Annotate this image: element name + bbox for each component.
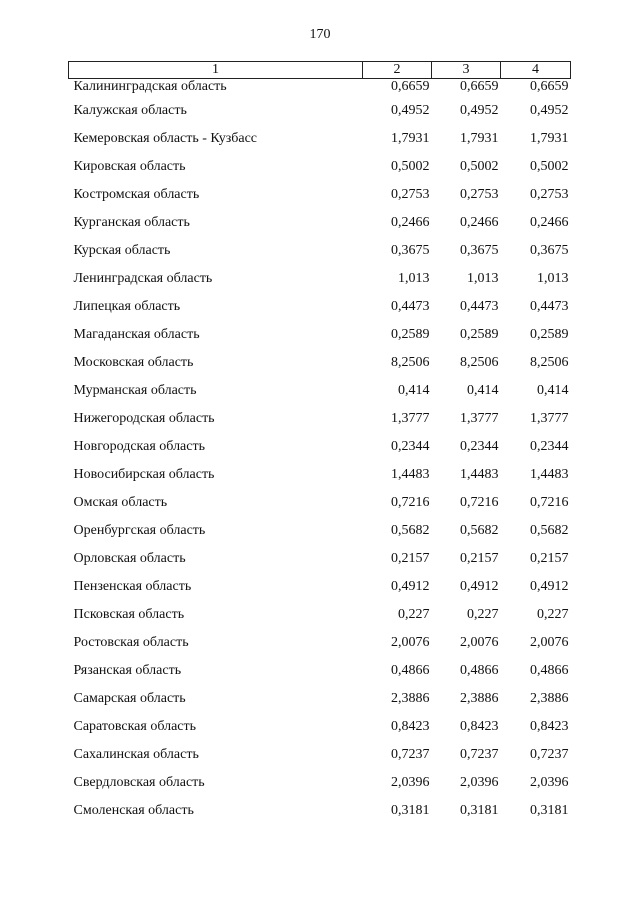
value-col4-cell: 0,4473 [530, 299, 569, 314]
column-header-3: 3 [432, 62, 501, 79]
region-name-cell: Кемеровская область - Кузбасс [73, 131, 258, 146]
value-col3-cell: 0,5002 [460, 159, 499, 174]
value-col3-cell: 8,2506 [460, 355, 499, 370]
region-name-cell: Пензенская область [73, 579, 192, 594]
value-col3-cell: 2,0396 [460, 775, 499, 790]
value-col2-cell: 1,4483 [391, 467, 430, 482]
region-name-cell: Рязанская область [73, 663, 182, 678]
region-name-cell: Ленинградская область [73, 271, 213, 286]
value-col4-cell: 0,2589 [530, 327, 569, 342]
value-col3-cell: 0,2589 [460, 327, 499, 342]
table-row [69, 769, 571, 797]
table-row [69, 97, 571, 125]
value-col4-cell: 0,7216 [530, 495, 569, 510]
column-header-4: 4 [501, 62, 571, 79]
table-row [69, 657, 571, 685]
region-name-cell: Ростовская область [73, 635, 189, 650]
value-col3-cell: 0,8423 [460, 719, 499, 734]
region-name-cell: Смоленская область [73, 803, 194, 818]
table-row [69, 741, 571, 769]
region-name-cell: Самарская область [73, 691, 186, 706]
value-col4-cell: 2,0076 [530, 635, 569, 650]
value-col2-cell: 1,7931 [391, 131, 430, 146]
region-name-cell: Калужская область [73, 103, 187, 118]
table-row [69, 685, 571, 713]
header-row [69, 62, 571, 79]
table-row [69, 601, 571, 629]
value-col3-cell: 0,7237 [460, 747, 499, 762]
value-col2-cell: 0,3181 [391, 803, 430, 818]
table-row [69, 265, 571, 293]
value-col2-cell: 0,6659 [391, 79, 430, 94]
value-col4-cell: 2,0396 [530, 775, 569, 790]
value-col4-cell: 0,2157 [530, 551, 569, 566]
value-col3-cell: 0,6659 [460, 79, 499, 94]
value-col3-cell: 0,414 [467, 383, 499, 398]
value-col2-cell: 0,2753 [391, 187, 430, 202]
table-row [69, 293, 571, 321]
value-col3-cell: 0,3181 [460, 803, 499, 818]
value-col4-cell: 0,5682 [530, 523, 569, 538]
value-col4-cell: 0,2344 [530, 439, 569, 454]
value-col4-cell: 1,7931 [530, 131, 569, 146]
region-name-cell: Московская область [73, 355, 194, 370]
value-col3-cell: 0,2466 [460, 215, 499, 230]
value-col3-cell: 0,5682 [460, 523, 499, 538]
table-row [69, 209, 571, 237]
value-col2-cell: 0,5002 [391, 159, 430, 174]
region-name-cell: Нижегородская область [73, 411, 215, 426]
value-col4-cell: 1,3777 [530, 411, 569, 426]
value-col2-cell: 0,227 [398, 607, 430, 622]
region-name-cell: Псковская область [73, 607, 185, 622]
region-name-cell: Омская область [73, 495, 168, 510]
table-row [69, 237, 571, 265]
region-name-cell: Мурманская область [73, 383, 197, 398]
region-name-cell: Курская область [73, 243, 171, 258]
region-name-cell: Липецкая область [73, 299, 181, 314]
region-name-cell: Новосибирская область [73, 467, 215, 482]
region-name-cell: Сахалинская область [73, 747, 199, 762]
value-col4-cell: 0,3181 [530, 803, 569, 818]
table-body [69, 79, 571, 826]
value-col4-cell: 8,2506 [530, 355, 569, 370]
table-row [69, 629, 571, 657]
value-col4-cell: 0,3675 [530, 243, 569, 258]
data-table [68, 61, 571, 825]
value-col2-cell: 2,0396 [391, 775, 430, 790]
value-col3-cell: 1,3777 [460, 411, 499, 426]
value-col3-cell: 0,4473 [460, 299, 499, 314]
value-col4-cell: 0,5002 [530, 159, 569, 174]
column-header-1: 1 [69, 62, 363, 79]
table-row [69, 461, 571, 489]
value-col4-cell: 0,7237 [530, 747, 569, 762]
value-col4-cell: 0,2466 [530, 215, 569, 230]
region-name-cell: Саратовская область [73, 719, 197, 734]
value-col3-cell: 0,3675 [460, 243, 499, 258]
value-col2-cell: 1,3777 [391, 411, 430, 426]
table-row [69, 489, 571, 517]
value-col3-cell: 2,0076 [460, 635, 499, 650]
value-col3-cell: 0,4912 [460, 579, 499, 594]
value-col4-cell: 0,8423 [530, 719, 569, 734]
table-header [69, 62, 571, 79]
value-col4-cell: 0,6659 [530, 79, 569, 94]
column-header-2: 2 [363, 62, 432, 79]
region-name-cell: Свердловская область [73, 775, 205, 790]
region-name-cell: Новгородская область [73, 439, 205, 454]
table-row [69, 125, 571, 153]
value-col3-cell: 0,2344 [460, 439, 499, 454]
value-col3-cell: 0,2753 [460, 187, 499, 202]
region-name-cell: Кировская область [73, 159, 186, 174]
region-name-cell: Орловская область [73, 551, 186, 566]
page-number: 170 [309, 27, 331, 42]
table-row [69, 573, 571, 601]
value-col3-cell: 0,2157 [460, 551, 499, 566]
value-col2-cell: 0,414 [398, 383, 430, 398]
table-row [69, 545, 571, 573]
table-row [69, 797, 571, 825]
value-col2-cell: 2,3886 [391, 691, 430, 706]
value-col4-cell: 0,414 [537, 383, 569, 398]
value-col2-cell: 0,4912 [391, 579, 430, 594]
value-col2-cell: 0,4866 [391, 663, 430, 678]
value-col3-cell: 1,4483 [460, 467, 499, 482]
table-row [69, 349, 571, 377]
value-col2-cell: 0,8423 [391, 719, 430, 734]
value-col3-cell: 1,7931 [460, 131, 499, 146]
region-name-cell: Костромская область [73, 187, 200, 202]
value-col2-cell: 0,2344 [391, 439, 430, 454]
region-name-cell: Оренбургская область [73, 523, 206, 538]
value-col3-cell: 0,4952 [460, 103, 499, 118]
value-col2-cell: 0,7216 [391, 495, 430, 510]
table-row [69, 153, 571, 181]
table-row [69, 433, 571, 461]
region-name-cell: Магаданская область [73, 327, 200, 342]
value-col4-cell: 1,4483 [530, 467, 569, 482]
value-col2-cell: 0,2589 [391, 327, 430, 342]
value-col2-cell: 0,7237 [391, 747, 430, 762]
table-row [69, 405, 571, 433]
value-col2-cell: 0,4473 [391, 299, 430, 314]
value-col2-cell: 0,2157 [391, 551, 430, 566]
table-row [69, 79, 571, 98]
table-row [69, 713, 571, 741]
value-col3-cell: 0,4866 [460, 663, 499, 678]
value-col4-cell: 0,4952 [530, 103, 569, 118]
value-col2-cell: 1,013 [398, 271, 430, 286]
value-col4-cell: 2,3886 [530, 691, 569, 706]
value-col3-cell: 0,7216 [460, 495, 499, 510]
value-col4-cell: 1,013 [537, 271, 569, 286]
table-row [69, 377, 571, 405]
value-col4-cell: 0,2753 [530, 187, 569, 202]
region-name-cell: Курганская область [73, 215, 190, 230]
table-row [69, 517, 571, 545]
table-row [69, 321, 571, 349]
value-col2-cell: 0,3675 [391, 243, 430, 258]
region-name-cell: Калининградская область [73, 79, 227, 94]
value-col2-cell: 0,4952 [391, 103, 430, 118]
value-col3-cell: 2,3886 [460, 691, 499, 706]
value-col3-cell: 1,013 [467, 271, 499, 286]
value-col4-cell: 0,227 [537, 607, 569, 622]
value-col4-cell: 0,4866 [530, 663, 569, 678]
value-col2-cell: 2,0076 [391, 635, 430, 650]
value-col2-cell: 0,5682 [391, 523, 430, 538]
table-row [69, 181, 571, 209]
value-col4-cell: 0,4912 [530, 579, 569, 594]
value-col2-cell: 0,2466 [391, 215, 430, 230]
value-col2-cell: 8,2506 [391, 355, 430, 370]
value-col3-cell: 0,227 [467, 607, 499, 622]
